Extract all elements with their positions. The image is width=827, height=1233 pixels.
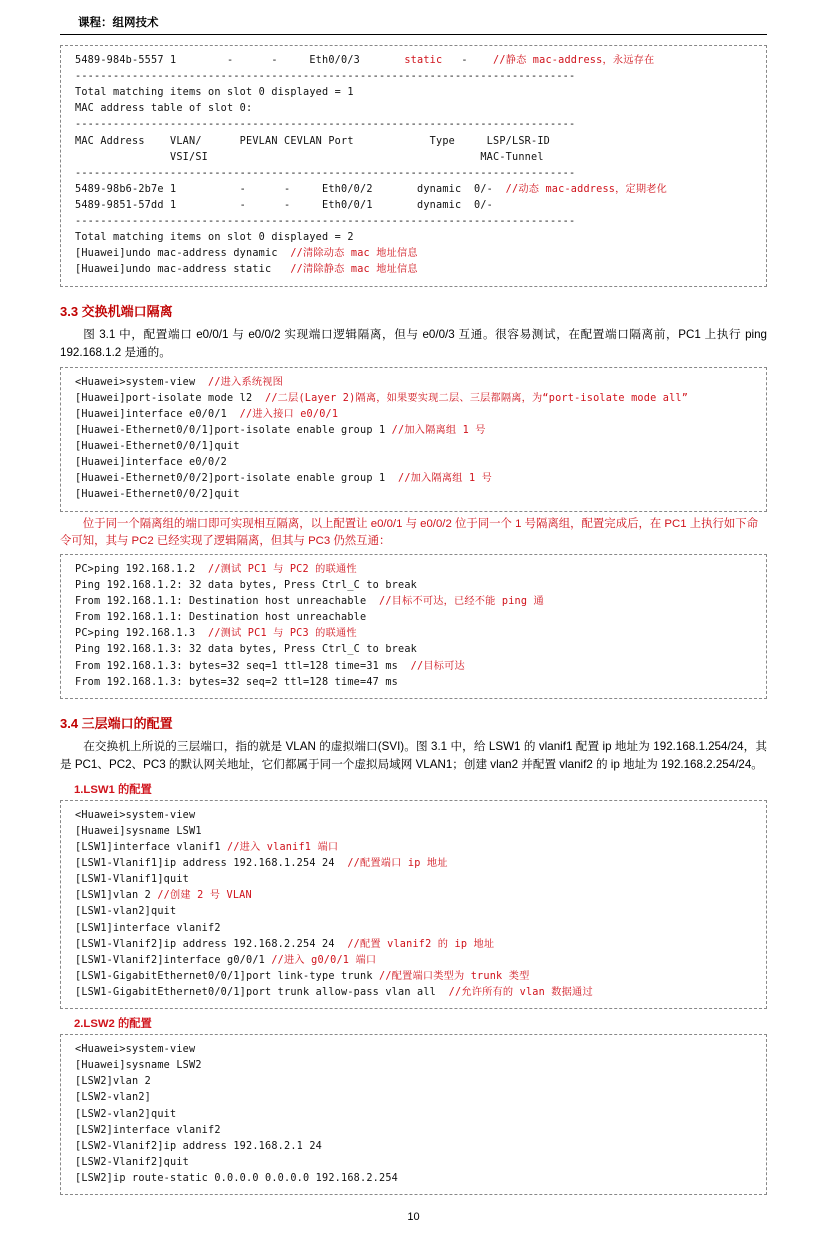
code-block-mac-table: [60, 45, 767, 287]
code-line: From 192.168.1.3: bytes=32 seq=2 ttl=128 time=47 ms: [75, 676, 399, 688]
section-3-4-paragraph: 在交换机上所说的三层端口，指的就是 VLAN 的虚拟端口(SVI)。图 3.1 中，给 LSW1 的 vlanif1 配置 ip 地址为 192.168.1.254/24，其是 PC1、PC2、PC3 的默认网关地址，它们都属于同一个虚拟局域网 VLAN1；创建 vlan2 并配置 vlanif2 的 ip 地址为 192.168.2.254/24。: [60, 739, 767, 772]
code-line: [LSW2-vlan2]: [75, 1092, 152, 1104]
code-line: [LSW2]interface vlanif2: [75, 1124, 221, 1136]
code-line: 5489-9851-57dd 1 - - Eth0/0/1 dynamic 0/-: [75, 199, 494, 211]
code-line: [Huawei]undo mac-address dynamic //清除动态 mac 地址信息: [75, 248, 418, 260]
code-block-port-isolate: [60, 367, 767, 512]
code-line: [Huawei-Ethernet0/0/2]port-isolate enable group 1 //加入隔离组 1 号: [75, 473, 493, 485]
label-lsw2-config: 2.LSW2 的配置: [74, 1018, 152, 1031]
code-line: [LSW1-GigabitEthernet0/0/1]port link-type trunk //配置端口类型为 trunk 类型: [75, 970, 530, 982]
code-line: [Huawei]undo mac-address static //清除静态 mac 地址信息: [75, 264, 418, 276]
code-line: [LSW2-Vlanif2]quit: [75, 1156, 190, 1168]
code-line: [LSW1]interface vlanif2: [75, 922, 221, 934]
code-line: [LSW1-Vlanif2]ip address 192.168.2.254 24 //配置 vlanif2 的 ip 地址: [75, 938, 495, 950]
code-line: Total matching items on slot 0 displayed = 1: [75, 87, 354, 99]
code-line: [Huawei-Ethernet0/0/1]quit: [75, 441, 240, 453]
code-line: [LSW1]interface vlanif1 //进入 vlanif1 端口: [75, 842, 339, 854]
code-line: <Huawei>system-view //进入系统视图: [75, 376, 284, 388]
code-line: Total matching items on slot 0 displayed = 2: [75, 232, 354, 244]
code-line: [LSW1-Vlanif1]quit: [75, 874, 190, 886]
code-line: <Huawei>system-view: [75, 1044, 196, 1056]
code-line: MAC Address VLAN/ PEVLAN CEVLAN Port Type LSP/LSR-ID: [75, 135, 551, 147]
code-line: From 192.168.1.3: bytes=32 seq=1 ttl=128 time=31 ms //目标可达: [75, 660, 465, 672]
code-line: From 192.168.1.1: Destination host unreachable //目标不可达，已经不能 ping 通: [75, 596, 544, 608]
section-heading-3-3: 3.3 交换机端口隔离: [60, 303, 173, 319]
code-line: From 192.168.1.1: Destination host unreachable: [75, 612, 367, 624]
code-line: MAC address table of slot 0:: [75, 103, 253, 115]
code-line: 5489-984b-5557 1 - - Eth0/0/3 static - //静态 mac-address，永远存在: [75, 55, 655, 66]
label-lsw1-config: 1.LSW1 的配置: [74, 783, 152, 796]
code-line: -------------------------------------------------------------------------------: [75, 167, 576, 179]
code-line: Ping 192.168.1.3: 32 data bytes, Press Ctrl_C to break: [75, 644, 418, 656]
code-line: [LSW1-GigabitEthernet0/0/1]port trunk allow-pass vlan all //允许所有的 vlan 数据通过: [75, 987, 593, 999]
code-line: [Huawei]interface e0/0/1 //进入接口 e0/0/1: [75, 408, 339, 420]
code-line: -------------------------------------------------------------------------------: [75, 71, 576, 83]
section-3-3-paragraph: 图 3.1 中，配置端口 e0/0/1 与 e0/0/2 实现端口逻辑隔离，但与 e0/0/3 互通。很容易测试，在配置端口隔离前，PC1 上执行 ping 192.168.1.2 是通的。: [60, 327, 767, 360]
code-line: Ping 192.168.1.2: 32 data bytes, Press Ctrl_C to break: [75, 579, 418, 591]
code-line: [LSW2]vlan 2: [75, 1076, 152, 1088]
code-block-lsw1-config: [60, 800, 767, 1009]
code-line: PC>ping 192.168.1.3 //测试 PC1 与 PC3 的联通性: [75, 628, 357, 640]
code-line: [LSW1-vlan2]quit: [75, 906, 177, 918]
section-heading-3-4: 3.4 三层端口的配置: [60, 715, 173, 731]
code-line: 5489-98b6-2b7e 1 - - Eth0/0/2 dynamic 0/- //动态 mac-address，定期老化: [75, 183, 668, 195]
section-3-3-red-note: 位于同一个隔离组的端口即可实现相互隔离，以上配置让 e0/0/1 与 e0/0/2 位于同一个 1 号隔离组，配置完成后，在 PC1 上执行如下命令可知，其与 PC2 已经实现了逻辑隔离，但其与 PC3 仍然互通：: [60, 517, 759, 548]
code-line: [Huawei-Ethernet0/0/2]quit: [75, 489, 240, 501]
code-line: [Huawei]sysname LSW1: [75, 825, 202, 837]
page-number: 10: [407, 1211, 420, 1224]
page-header: 课程：组网技术: [78, 17, 159, 29]
code-line: [Huawei-Ethernet0/0/1]port-isolate enable group 1 //加入隔离组 1 号: [75, 424, 486, 436]
code-line: PC>ping 192.168.1.2 //测试 PC1 与 PC2 的联通性: [75, 563, 357, 575]
code-line: [Huawei]port-isolate mode l2 //二层(Layer 2)隔离，如果要实现二层、三层都隔离，为“port-isolate mode all”: [75, 392, 689, 404]
code-block-ping-test: [60, 554, 767, 699]
code-line: [LSW2-Vlanif2]ip address 192.168.2.1 24: [75, 1140, 323, 1152]
code-line: [LSW2]ip route-static 0.0.0.0 0.0.0.0 192.168.2.254: [75, 1173, 399, 1184]
code-line: -------------------------------------------------------------------------------: [75, 216, 576, 228]
code-line: <Huawei>system-view: [75, 809, 196, 821]
code-line: [LSW1-Vlanif2]interface g0/0/1 //进入 g0/0/1 端口: [75, 954, 377, 966]
code-line: [Huawei]interface e0/0/2: [75, 457, 228, 469]
code-line: [Huawei]sysname LSW2: [75, 1060, 202, 1072]
header-divider: [60, 34, 767, 35]
code-line: -------------------------------------------------------------------------------: [75, 119, 576, 131]
code-block-lsw2-config: [60, 1034, 767, 1195]
code-line: [LSW1-Vlanif1]ip address 192.168.1.254 24 //配置端口 ip 地址: [75, 858, 448, 870]
code-line: [LSW1]vlan 2 //创建 2 号 VLAN: [75, 890, 252, 902]
code-line: [LSW2-vlan2]quit: [75, 1108, 177, 1120]
code-line: VSI/SI MAC-Tunnel: [75, 151, 544, 163]
